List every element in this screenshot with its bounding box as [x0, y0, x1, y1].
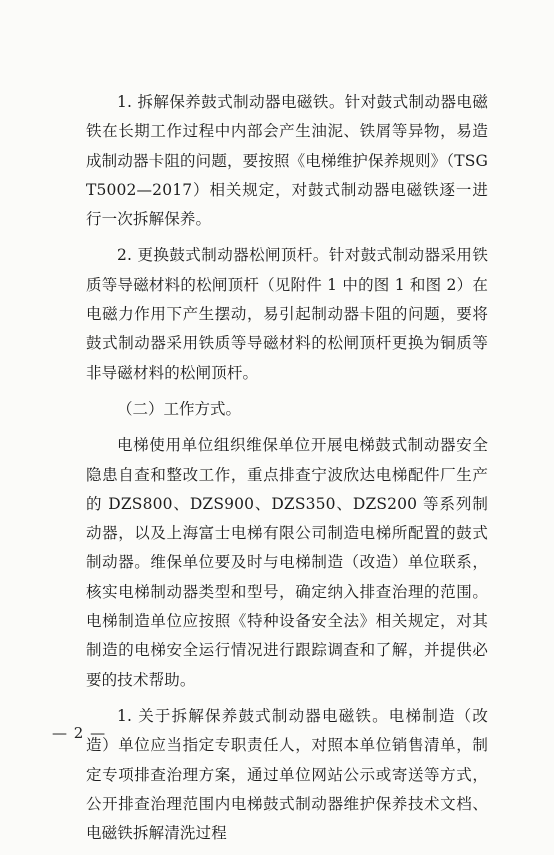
- page-number: — 2 —: [52, 724, 107, 742]
- paragraph-electromagnet-maintenance: 1. 关于拆解保养鼓式制动器电磁铁。电梯制造（改造）单位应当指定专职责任人，对照本单位销售清单，制定专项排查治理方案，通过单位网站公示或寄送等方式，公开排查治理范围内电梯鼓式制动器维护保养技术文档、电磁铁拆解清洗过程: [86, 706, 488, 843]
- paragraph-work-method: 电梯使用单位组织维保单位开展电梯鼓式制动器安全隐患自查和整改工作，重点排查宁波欣达电梯配件厂生产的 DZS800、DZS900、DZS350、DZS200 等系列制动器，以及上海富士电梯有限公司制造电梯所配置的鼓式制动器。维保单位要及时与电梯制造（改造）单位联系，核实电梯制动器类型和型号，确定纳入排查治理的范围。电梯制造单位应按照《特种设备安全法》相关规定，对其制造的电梯安全运行情况进行跟踪调查和了解，并提供必要的技术帮助。: [86, 436, 488, 689]
- paragraph-replace-release-rod: 2. 更换鼓式制动器松闸顶杆。针对鼓式制动器采用铁质等导磁材料的松闸顶杆（见附件 1 中的图 1 和图 2）在电磁力作用下产生摆动，易引起制动器卡阻的问题，要将鼓式制动器采用铁质等导磁材料的松闸顶杆更换为铜质等非导磁材料的松闸顶杆。: [86, 246, 488, 382]
- paragraph-disassemble-electromagnet: 1. 拆解保养鼓式制动器电磁铁。针对鼓式制动器电磁铁在长期工作过程中内部会产生油泥、铁屑等异物，易造成制动器卡阻的问题，要按照《电梯维护保养规则》（TSG T5002—2017）相关规定，对鼓式制动器电磁铁逐一进行一次拆解保养。: [86, 93, 488, 229]
- section-heading-work-method: （二）工作方式。: [117, 399, 242, 418]
- document-body: [86, 88, 488, 855]
